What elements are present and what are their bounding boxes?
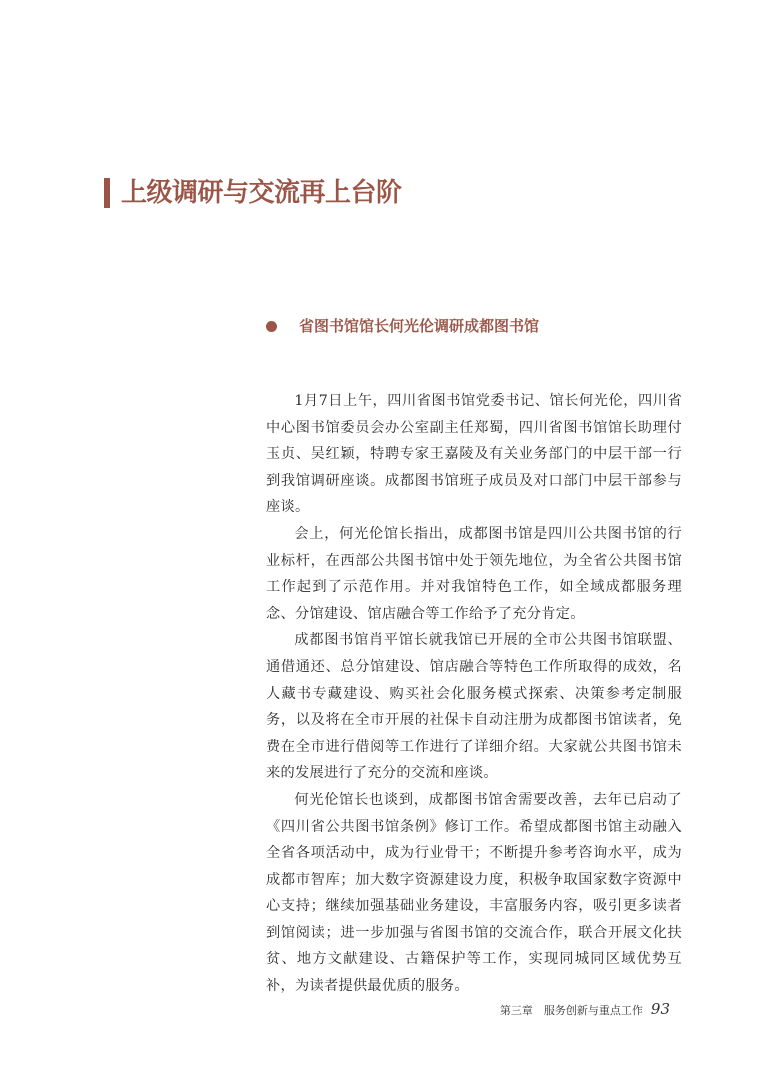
article-title: 省图书馆馆长何光伦调研成都图书馆 (299, 317, 540, 335)
footer-chapter-label: 第三章 服务创新与重点工作 (499, 1004, 643, 1017)
page-number: 93 (650, 1000, 670, 1018)
article-bullet-icon (266, 321, 277, 332)
paragraph-1: 1月7日上午，四川省图书馆党委书记、馆长何光伦，四川省中心图书馆委员会办公室副主任郑蜀，四川省图书馆馆长助理付玉贞、吴红颖，特聘专家王嘉陵及有关业务部门的中层干部一行到我馆调研座谈。成都图书馆班子成员及对口部门中层干部参与座谈。 (266, 393, 682, 516)
paragraph-4: 何光伦馆长也谈到，成都图书馆舍需要改善，去年已启动了《四川省公共图书馆条例》修订工作。希望成都图书馆主动融入全省各项活动中，成为行业骨干；不断提升参考咨询水平，成为成都市智库；加大数字资源建设力度，积极争取国家数字资源中心支持；继续加强基础业务建设，丰富服务内容，吸引更多读者到馆阅读；进一步加强与省图书馆的交流合作，联合开展文化扶贫、地方文献建设、古籍保护等工作，实现同城同区域优势互补，为读者提供最优质的服务。 (266, 791, 682, 995)
page-footer (500, 1000, 670, 1018)
paragraph-2: 会上，何光伦馆长指出，成都图书馆是四川公共图书馆的行业标杆，在西部公共图书馆中处于领先地位，为全省公共图书馆工作起到了示范作用。并对我馆特色工作，如全域成都服务理念、分馆建设、馆店融合等工作给予了充分肯定。 (266, 525, 682, 622)
article-body (266, 388, 682, 1000)
section-title: 上级调研与交流再上台阶 (121, 178, 402, 208)
paragraph-3: 成都图书馆肖平馆长就我馆已开展的全市公共图书馆联盟、通借通还、总分馆建设、馆店融合等特色工作所取得的成效，名人藏书专藏建设、购买社会化服务模式探索、决策参考定制服务，以及将在全市开展的社保卡自动注册为成都图书馆读者，免费在全市进行借阅等工作进行了详细介绍。大家就公共图书馆未来的发展进行了充分的交流和座谈。 (266, 632, 682, 782)
section-title-bar (104, 178, 110, 208)
